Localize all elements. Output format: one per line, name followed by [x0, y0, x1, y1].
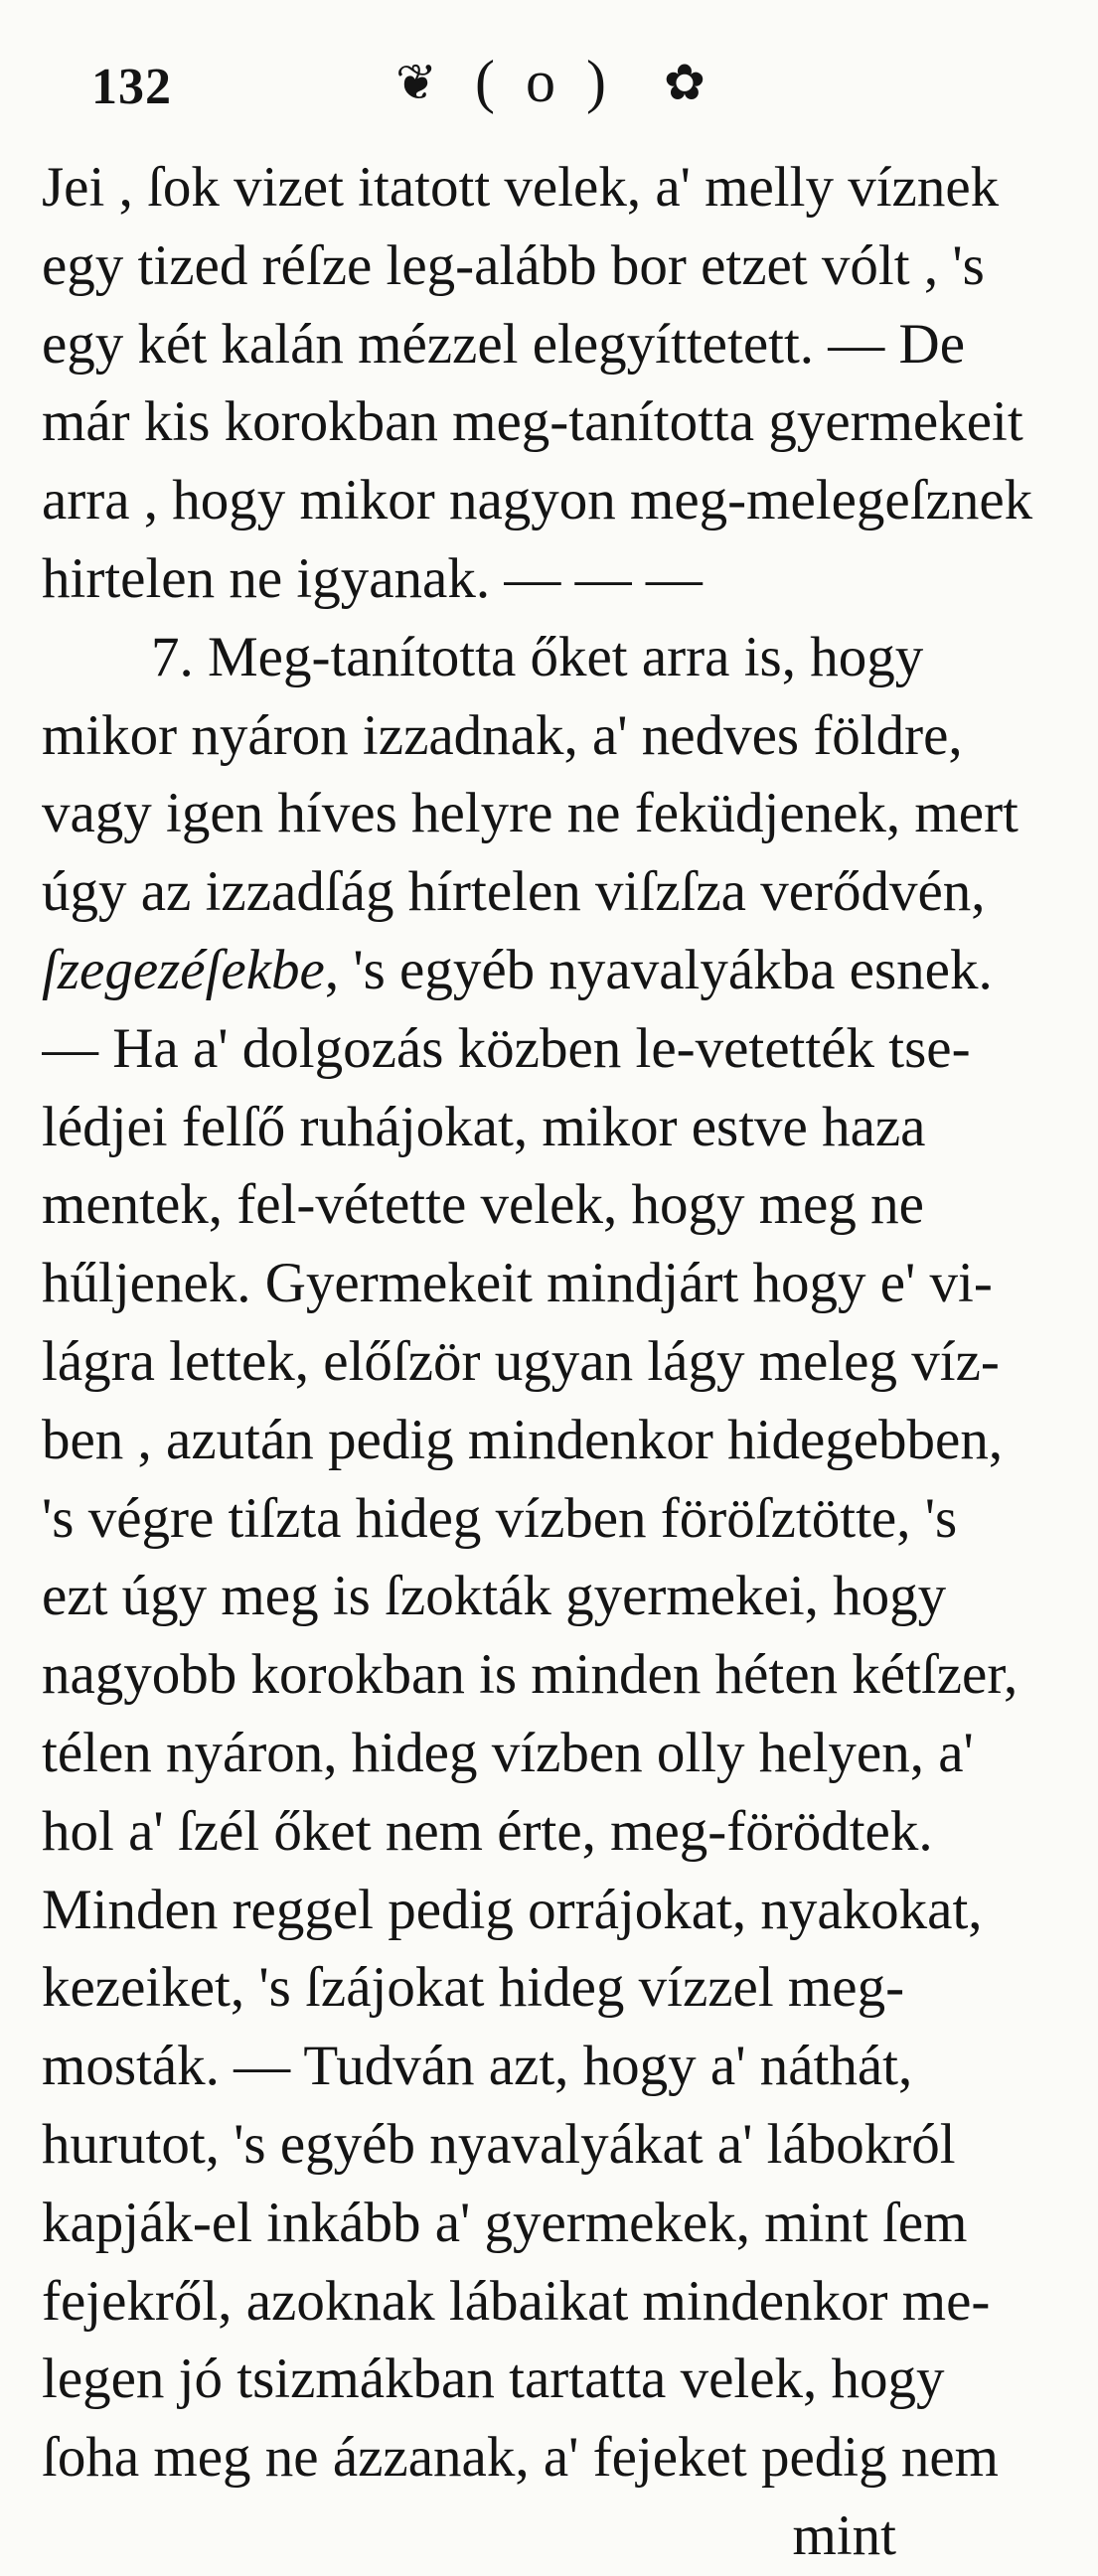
- text-line: mikor nyáron izzadnak, a' nedves földre,: [42, 703, 963, 767]
- text-line: egy két kalán mézzel elegyíttetett. — De: [42, 312, 966, 376]
- text-line: — Ha a' dolgozás közben le-vetették tse-: [42, 1016, 971, 1080]
- text-line: lágra lettek, előſzör ugyan lágy meleg víz-: [42, 1329, 1000, 1393]
- text-line: hirtelen ne igyanak. — — —: [42, 546, 703, 610]
- text-line: ezt úgy meg is ſzokták gyermekei, hogy: [42, 1565, 947, 1628]
- text-line: 's végre tiſzta hideg vízben föröſztötte, 's: [42, 1486, 958, 1550]
- text-line: télen nyáron, hideg vízben olly helyen, a': [42, 1721, 974, 1784]
- text-line: Minden reggel pedig orrájokat, nyakokat,: [42, 1878, 983, 1941]
- text-line: kapják-el inkább a' gyermekek, mint ſem: [42, 2191, 968, 2254]
- text-line: nagyobb korokban is minden héten kétſzer,: [42, 1643, 1019, 1707]
- text-line: úgy az izzadſág hírtelen viſzſza verődvén,: [42, 860, 986, 924]
- text-line: egy tized réſze leg-alább bor etzet vólt , 's: [42, 233, 985, 297]
- text-line: arra , hogy mikor nagyon meg-melegeſznek: [42, 469, 1033, 532]
- text-line: ſoha meg ne ázzanak, a' fejeket pedig nem: [42, 2426, 999, 2490]
- text-line: hol a' ſzél őket nem érte, meg-förödtek.: [42, 1799, 933, 1863]
- text-line: kezeiket, 's ſzájokat hideg vízzel meg-: [42, 1956, 905, 2020]
- italic-term: ſzegezéſekbe: [42, 938, 325, 1001]
- text-line: fejekről, azoknak lábaikat mindenkor me-: [42, 2269, 991, 2333]
- page-body-text: [42, 149, 1050, 2576]
- header-center-mark: ( o ): [475, 49, 614, 114]
- text-line: vagy igen híves helyre ne feküdjenek, mert: [42, 782, 1019, 845]
- line-rest: , 's egyéb nyavalyákba esnek.: [324, 938, 993, 1001]
- text-line: Jei , ſok vizet itatott velek, a' melly víznek: [42, 156, 1000, 219]
- left-ornament-icon: ❦: [395, 55, 437, 110]
- text-line: mentek, fel-vétette velek, hogy meg ne: [42, 1173, 924, 1237]
- running-header: [0, 48, 1098, 127]
- text-line: 7. Meg-tanította őket arra is, hogy: [151, 625, 924, 688]
- page-number: 132: [91, 59, 172, 115]
- text-line: [42, 932, 1050, 1010]
- text-line: hurutot, 's egyéb nyavalyákat a' lábokról: [42, 2112, 956, 2176]
- catchword: mint: [792, 2503, 896, 2567]
- text-line: lédjei felſő ruhájokat, mikor estve haza: [42, 1095, 926, 1158]
- text-line: legen jó tsizmákban tartatta velek, hogy: [42, 2348, 945, 2411]
- text-line: már kis korokban meg-tanította gyermekeit: [42, 390, 1023, 454]
- text-line: mosták. — Tudván azt, hogy a' náthát,: [42, 2035, 913, 2098]
- text-line: hűljenek. Gyermekeit mindjárt hogy e' vi-: [42, 1252, 993, 1315]
- text-line: ben , azután pedig mindenkor hidegebben,: [42, 1408, 1004, 1471]
- right-ornament-icon: ✿: [664, 55, 706, 110]
